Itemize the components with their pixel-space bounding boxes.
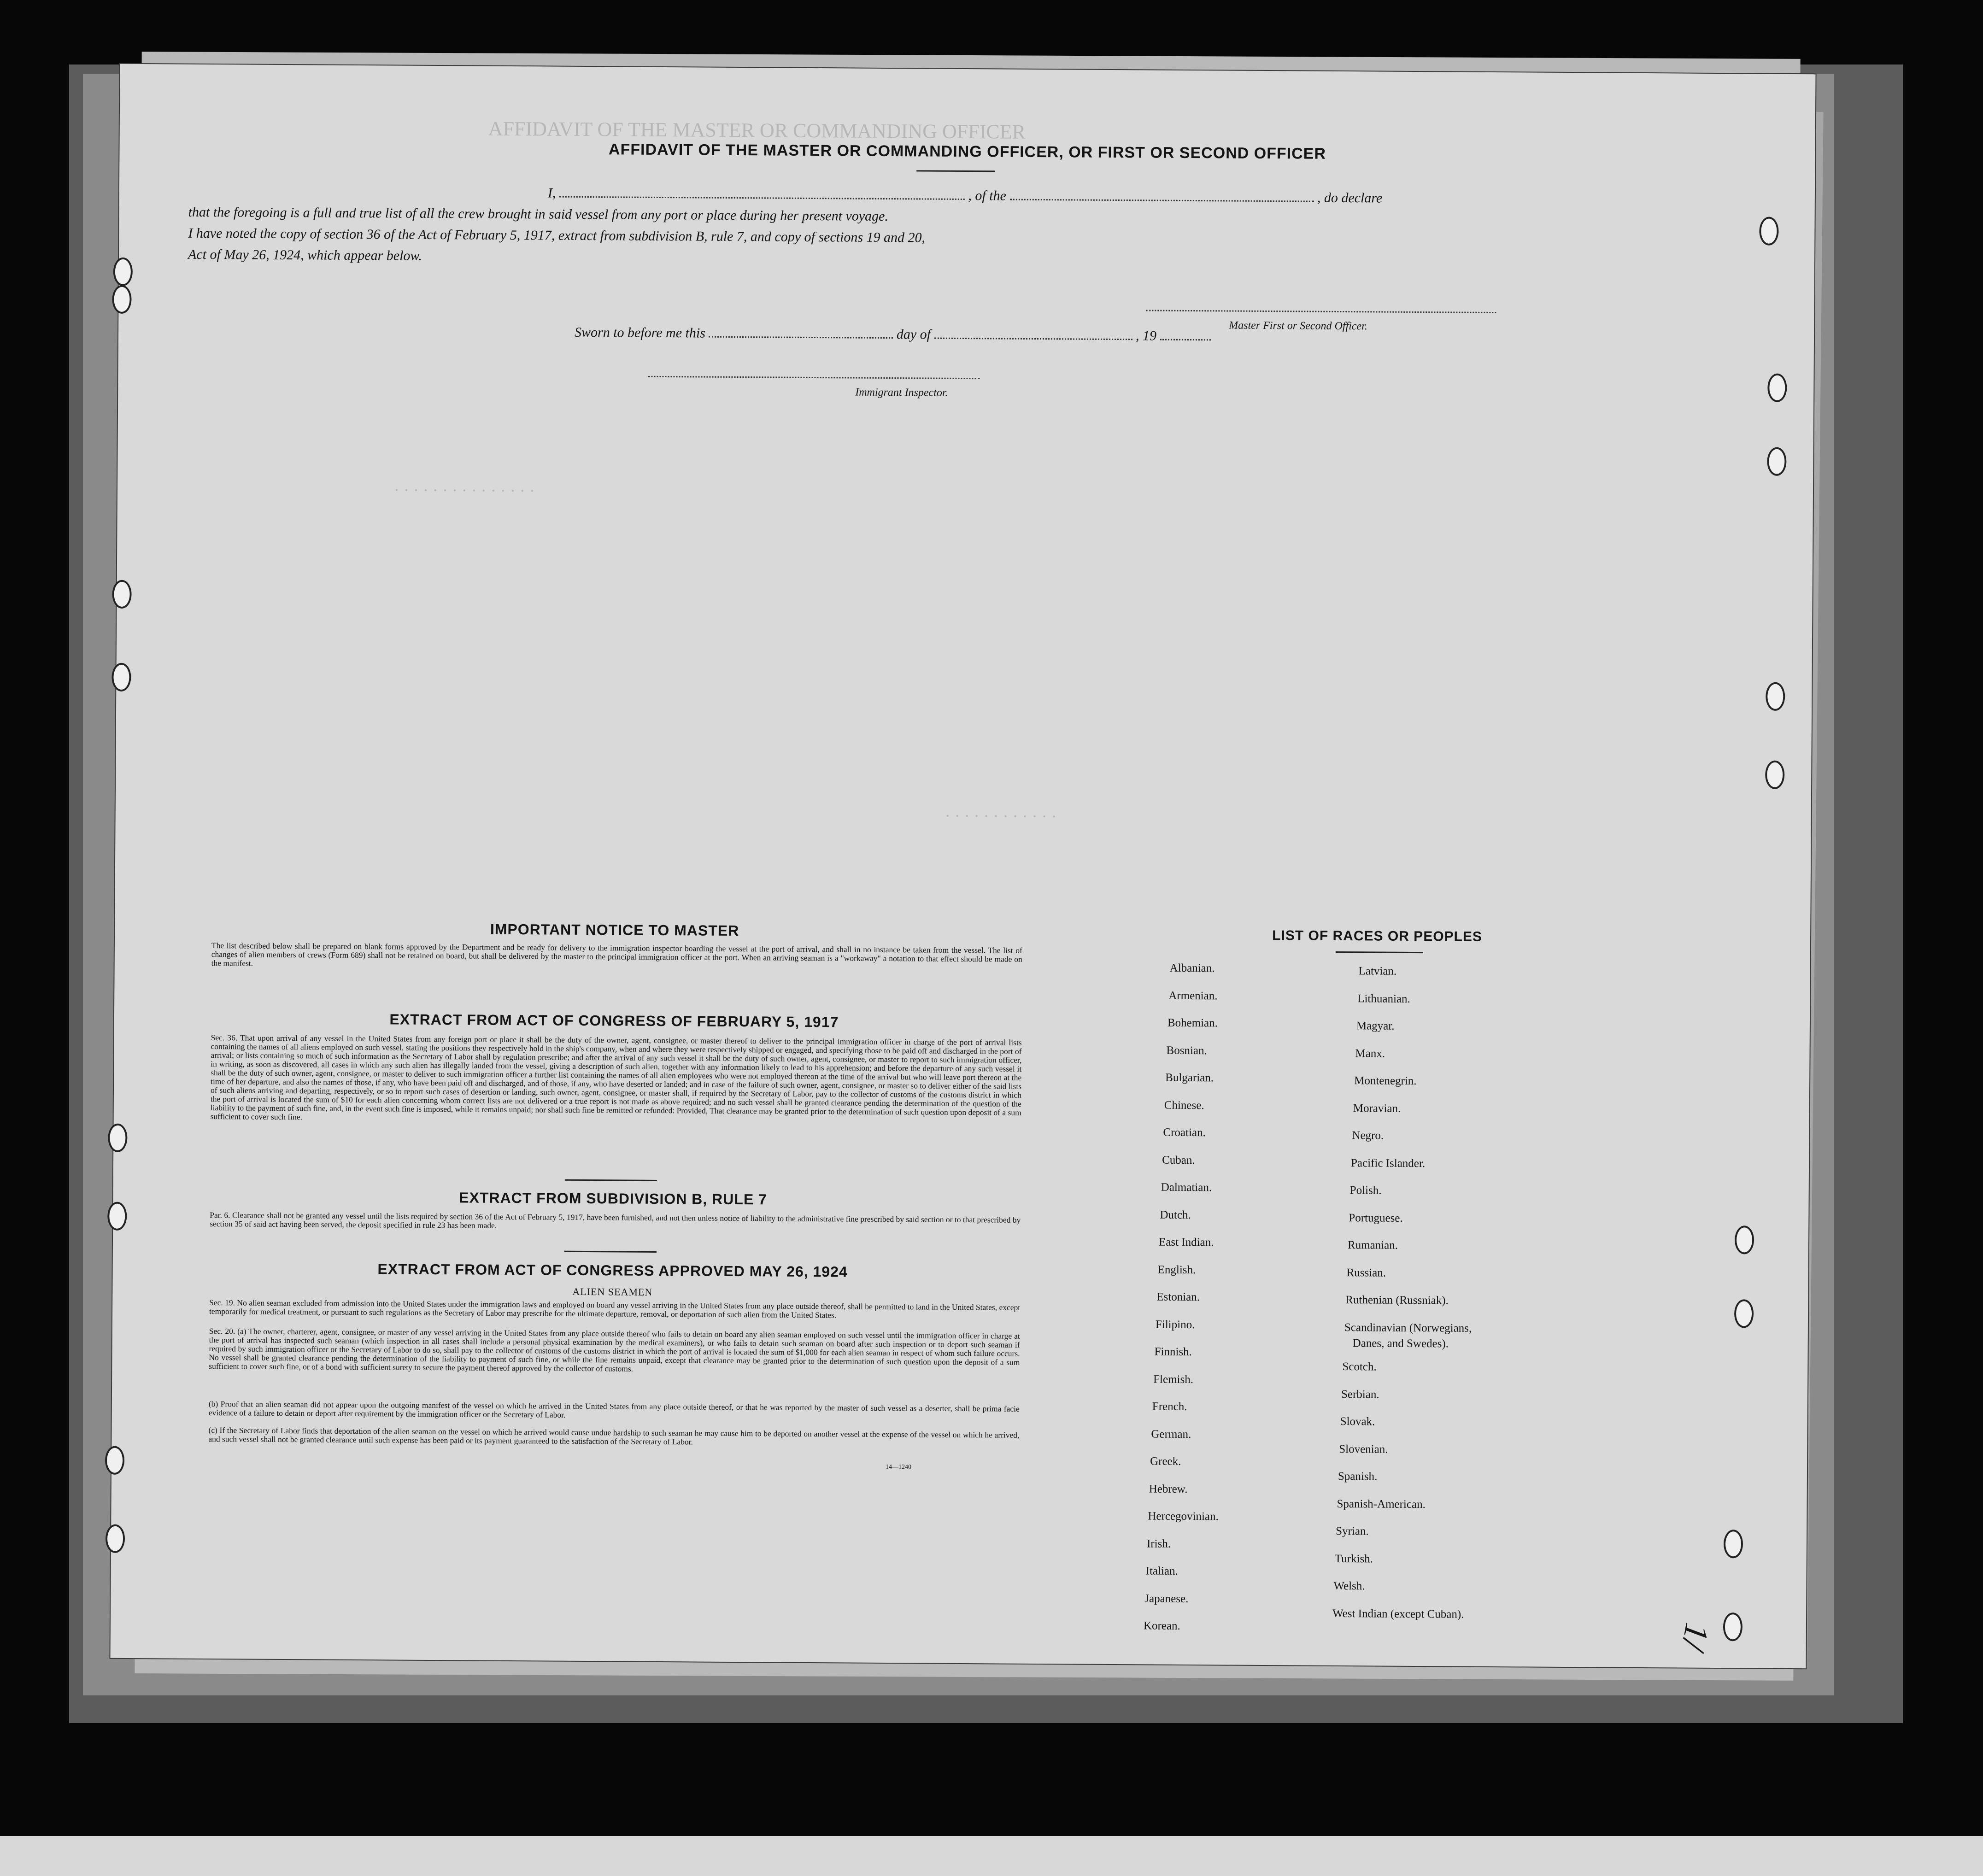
punch-hole xyxy=(107,1202,127,1231)
sworn-year-blank[interactable] xyxy=(1160,330,1211,341)
race-item: Albanian. xyxy=(1169,961,1215,975)
section-rule xyxy=(565,1179,657,1181)
affidavit-line-2: that the foregoing is a full and true list of all the crew brought in said vessel from any port or place during her present voyage. xyxy=(188,204,889,224)
punch-hole xyxy=(113,258,133,286)
race-item: Filipino. xyxy=(1155,1318,1195,1331)
bleed-through-text: · · · · · · · · · · · · xyxy=(945,806,1057,826)
race-item: Greek. xyxy=(1150,1455,1181,1468)
punch-hole xyxy=(1767,374,1787,402)
notice-text: The list described below shall be prepared on blank forms approved by the Department and be ready for delivery to the immigration inspector boarding the vessel at the port of arrival, and shall in no instance be taken from the vessel. The list of changes of alien members of crews (Form 689) shall not be retained on board, but shall be delivered by the master to the principal immigration officer at the port. When an arriving seaman is a "workaway" a notation to that effect should be made on the manifest. xyxy=(211,941,1022,968)
extract-1924-sec20c: (c) If the Secretary of Labor finds that deportation of the alien seaman on the vessel on which he arrived would cause undue hardship to such seaman he may cause him to be deported on another vessel at the expense of the vessel on which he arrived, and such vessel shall not be granted clearance until such expense has been paid or its payment guaranteed to the satisfaction of the Secretary of Labor. xyxy=(208,1425,1020,1447)
name-blank[interactable] xyxy=(559,187,965,200)
handwritten-page-number: 1/ xyxy=(1674,1620,1716,1653)
race-item: Scotch. xyxy=(1342,1360,1377,1373)
race-item: Negro. xyxy=(1352,1129,1384,1142)
sworn-year: , 19 xyxy=(1135,328,1157,344)
race-item: Latvian. xyxy=(1358,965,1397,978)
race-item: Croatian. xyxy=(1163,1126,1206,1139)
race-item: Chinese. xyxy=(1164,1099,1204,1112)
race-item: Moravian. xyxy=(1353,1102,1401,1115)
race-item: West Indian (except Cuban). xyxy=(1332,1607,1464,1621)
punch-hole xyxy=(1765,761,1784,789)
bleed-through-text: · · · · · · · · · · · · · · · xyxy=(393,481,535,500)
races-title: LIST OF RACES OR PEOPLES xyxy=(1272,928,1483,944)
sworn-month-blank[interactable] xyxy=(934,328,1132,340)
race-item: Magyar. xyxy=(1356,1020,1395,1032)
race-item: Irish. xyxy=(1146,1537,1171,1550)
inspector-signature-line[interactable] xyxy=(648,367,980,379)
inspector-caption: Immigrant Inspector. xyxy=(855,386,948,399)
race-item: Portuguese. xyxy=(1349,1211,1403,1225)
race-item: Japanese. xyxy=(1144,1592,1189,1605)
race-item: Bulgarian. xyxy=(1165,1071,1214,1085)
sworn-day-blank[interactable] xyxy=(709,327,893,339)
notice-title: IMPORTANT NOTICE TO MASTER xyxy=(490,920,739,939)
race-item: Flemish. xyxy=(1153,1373,1194,1386)
sworn-line xyxy=(575,325,1211,344)
race-item: Bosnian. xyxy=(1166,1044,1207,1057)
race-item: Finnish. xyxy=(1154,1345,1192,1359)
punch-hole xyxy=(1723,1612,1742,1641)
punch-hole xyxy=(1767,447,1786,476)
punch-hole xyxy=(1759,217,1778,246)
title-rule xyxy=(916,170,995,172)
master-caption: Master First or Second Officer. xyxy=(1229,319,1367,333)
race-item: Spanish. xyxy=(1338,1470,1378,1483)
punch-hole xyxy=(1766,682,1785,711)
race-item: Italian. xyxy=(1145,1565,1178,1577)
race-item: Slovenian. xyxy=(1339,1442,1388,1456)
form-code: 14—1240 xyxy=(885,1463,912,1471)
race-item: Dutch. xyxy=(1160,1208,1191,1221)
race-item: Spanish-American. xyxy=(1337,1497,1426,1511)
affidavit-title: AFFIDAVIT OF THE MASTER OR COMMANDING OFFICER, OR FIRST OR SECOND OFFICER xyxy=(608,141,1326,163)
punch-hole xyxy=(108,1124,127,1152)
punch-hole xyxy=(105,1446,124,1475)
sworn-label: Sworn to before me this xyxy=(574,324,706,341)
race-item: Scandinavian (Norwegians, xyxy=(1344,1321,1472,1335)
affidavit-line-3: I have noted the copy of section 36 of the Act of February 5, 1917, extract from subdivision B, rule 7, and copy of sections 19 and 20, xyxy=(188,225,926,246)
race-item: Bohemian. xyxy=(1167,1016,1218,1030)
race-item: Armenian. xyxy=(1168,989,1218,1002)
race-item: Dalmatian. xyxy=(1161,1181,1212,1194)
race-item: German. xyxy=(1151,1428,1191,1441)
affidavit-i: I, xyxy=(547,185,556,201)
race-item: Slovak. xyxy=(1340,1415,1375,1428)
punch-hole xyxy=(1735,1225,1754,1254)
scanner-bed-strip xyxy=(0,1836,1983,1876)
race-item: Cuban. xyxy=(1162,1154,1195,1167)
master-signature-line[interactable] xyxy=(1146,300,1496,313)
punch-hole xyxy=(112,580,131,609)
extract-1917-text: Sec. 36. That upon arrival of any vessel in the United States from any foreign port or place it shall be the duty of the owner, agent, consignee, or master thereof to deliver to the principal immigration officer in charge of the port of arrival lists containing the names of all aliens employed on such vessel, stating the positions they respectively hold in the ship's company, when and where they were respectively shipped or engaged, and specifying those to be paid off and discharged in the port of arrival; or lists containing so much of such information as the Secretary of Labor shall by regulation prescribe; and after the arrival of any such vessel it shall be the duty of such owner, agent, consignee, or master to report to such immigration officer, in writing, as soon as discovered, all cases in which any such alien has illegally landed from the vessel, giving a description of such alien, together with any information likely to lead to his apprehension; and before the departure of any such vessel it shall be the duty of such owner, agent, consignee, or master to deliver to such immigration officer a further list containing the names of all alien employees who were not employed thereon at the time of the arrival but who will leave port thereon at the time of her departure, and also the names of those, if any, who have been paid off and discharged, and of those, if any, who have deserted or landed; and in case of the failure of such owner, agent, consignee, or master so to deliver either of the said lists of such aliens arriving and departing, respectively, or so to report such cases of desertion or landing, such owner, agent, consignee, or master shall, if required by the Secretary of Labor, pay to the collector of customs of the customs district in which the port of arrival is located the sum of $10 for each alien concerning whom correct lists are not delivered or a true report is not made as above required; and no such vessel shall be granted clearance pending the determination of the question of the liability to the payment of such fine, and, in the event such fine is imposed, while it remains unpaid; nor shall such fine be remitted or refunded: Provided, That clearance may be granted prior to the determination of such question upon deposit of a sum sufficient to cover such fine. xyxy=(210,1033,1022,1122)
race-item: Serbian. xyxy=(1341,1388,1379,1401)
race-item: Estonian. xyxy=(1156,1290,1200,1304)
race-item: Danes, and Swedes). xyxy=(1352,1337,1449,1350)
races-title-rule xyxy=(1336,951,1423,953)
race-item: Welsh. xyxy=(1333,1579,1365,1593)
race-item: French. xyxy=(1152,1400,1187,1413)
race-item: Montenegrin. xyxy=(1354,1074,1417,1088)
race-item: Rumanian. xyxy=(1347,1239,1398,1252)
race-item: East Indian. xyxy=(1158,1236,1214,1249)
sworn-day-of: day of xyxy=(896,327,931,342)
punch-hole xyxy=(112,285,131,314)
race-item: Syrian. xyxy=(1336,1524,1369,1538)
affidavit-line-4: Act of May 26, 1924, which appear below. xyxy=(188,246,422,264)
punch-hole xyxy=(1724,1530,1743,1558)
race-item: Manx. xyxy=(1355,1047,1385,1060)
extract-1924-sec20a: Sec. 20. (a) The owner, charterer, agent, consignee, or master of any vessel arriving in the United States from any place outside thereof who fails to detain on board any alien seaman employed on such vessel until the immigration officer in charge at the port of arrival has inspected such seaman (which inspection in all cases shall include a personal physical examination by the medical examiners), or who fails to detain such seaman on board after such inspection or to deport such seaman if required by such immigration officer or the Secretary of Labor to do so, shall pay to the collector of customs of the customs district in which the port of arrival is located the sum of $1,000 for each alien seaman in respect of whom such failure occurs. No vessel shall be granted clearance pending the determination of the liability to payment of such fine, or while the fine remains unpaid, except that clearance may be granted prior to the determination of such question upon the deposit of a sum sufficient to cover such fine, or of a bond with sufficient surety to secure the payment thereof approved by the collector of customs. xyxy=(209,1326,1020,1373)
vessel-blank[interactable] xyxy=(1009,190,1314,202)
extract-rule7-text: Par. 6. Clearance shall not be granted any vessel until the lists required by section 36 of the Act of February 5, 1917, have been furnished, and not then unless notice of liability to the administrative fine prescribed by said section or to that prescribed by section 35 of said act having been served, the deposit specified in rule 23 has been made. xyxy=(210,1210,1021,1230)
extract-1924-sec20b: (b) Proof that an alien seaman did not appear upon the outgoing manifest of the vessel on which he arrived in the United States from any place outside thereof, or that he was reported by the master of such vessel as a deserter, shall be prima facie evidence of a failure to detain or deport after requirement by the immigration officer or the Secretary of Labor. xyxy=(208,1399,1020,1419)
race-item: Russian. xyxy=(1346,1266,1386,1279)
race-item: English. xyxy=(1157,1263,1196,1276)
race-item: Hebrew. xyxy=(1149,1482,1188,1495)
punch-hole xyxy=(111,663,131,692)
bleed-through-text: AFFIDAVIT OF THE MASTER OR COMMANDING OFFICER xyxy=(488,117,1026,143)
extract-1917-title: EXTRACT FROM ACT OF CONGRESS OF FEBRUARY 5, 1917 xyxy=(389,1011,839,1031)
race-item: Korean. xyxy=(1143,1619,1180,1632)
punch-hole xyxy=(1734,1299,1754,1328)
race-item: Hercegovinian. xyxy=(1148,1510,1219,1523)
affidavit-of-the: , of the xyxy=(968,188,1006,204)
race-item: Polish. xyxy=(1349,1184,1382,1197)
document-page xyxy=(110,64,1815,1668)
extract-1924-subtitle: ALIEN SEAMEN xyxy=(572,1285,653,1298)
race-item: Turkish. xyxy=(1334,1552,1373,1565)
race-item: Pacific Islander. xyxy=(1350,1156,1426,1170)
race-item: Ruthenian (Russniak). xyxy=(1345,1294,1449,1307)
section-rule xyxy=(564,1251,657,1253)
race-item: Lithuanian. xyxy=(1357,992,1410,1005)
affidavit-line-1 xyxy=(548,185,1383,206)
extract-1924-title: EXTRACT FROM ACT OF CONGRESS APPROVED MAY 26, 1924 xyxy=(377,1260,848,1280)
extract-rule7-title: EXTRACT FROM SUBDIVISION B, RULE 7 xyxy=(459,1189,768,1208)
punch-hole xyxy=(106,1524,125,1553)
affidavit-do-declare: , do declare xyxy=(1317,190,1383,206)
extract-1924-sec19: Sec. 19. No alien seaman excluded from admission into the United States under the immigration laws and employed on board any vessel arriving in the United States from any place outside thereof, shall be permitted to land in the United States, except temporarily for medical treatment, or pursuant to such regulations as the Secretary of Labor may prescribe for the ultimate departure, removal, or deportation of such alien from the United States. xyxy=(209,1298,1021,1320)
